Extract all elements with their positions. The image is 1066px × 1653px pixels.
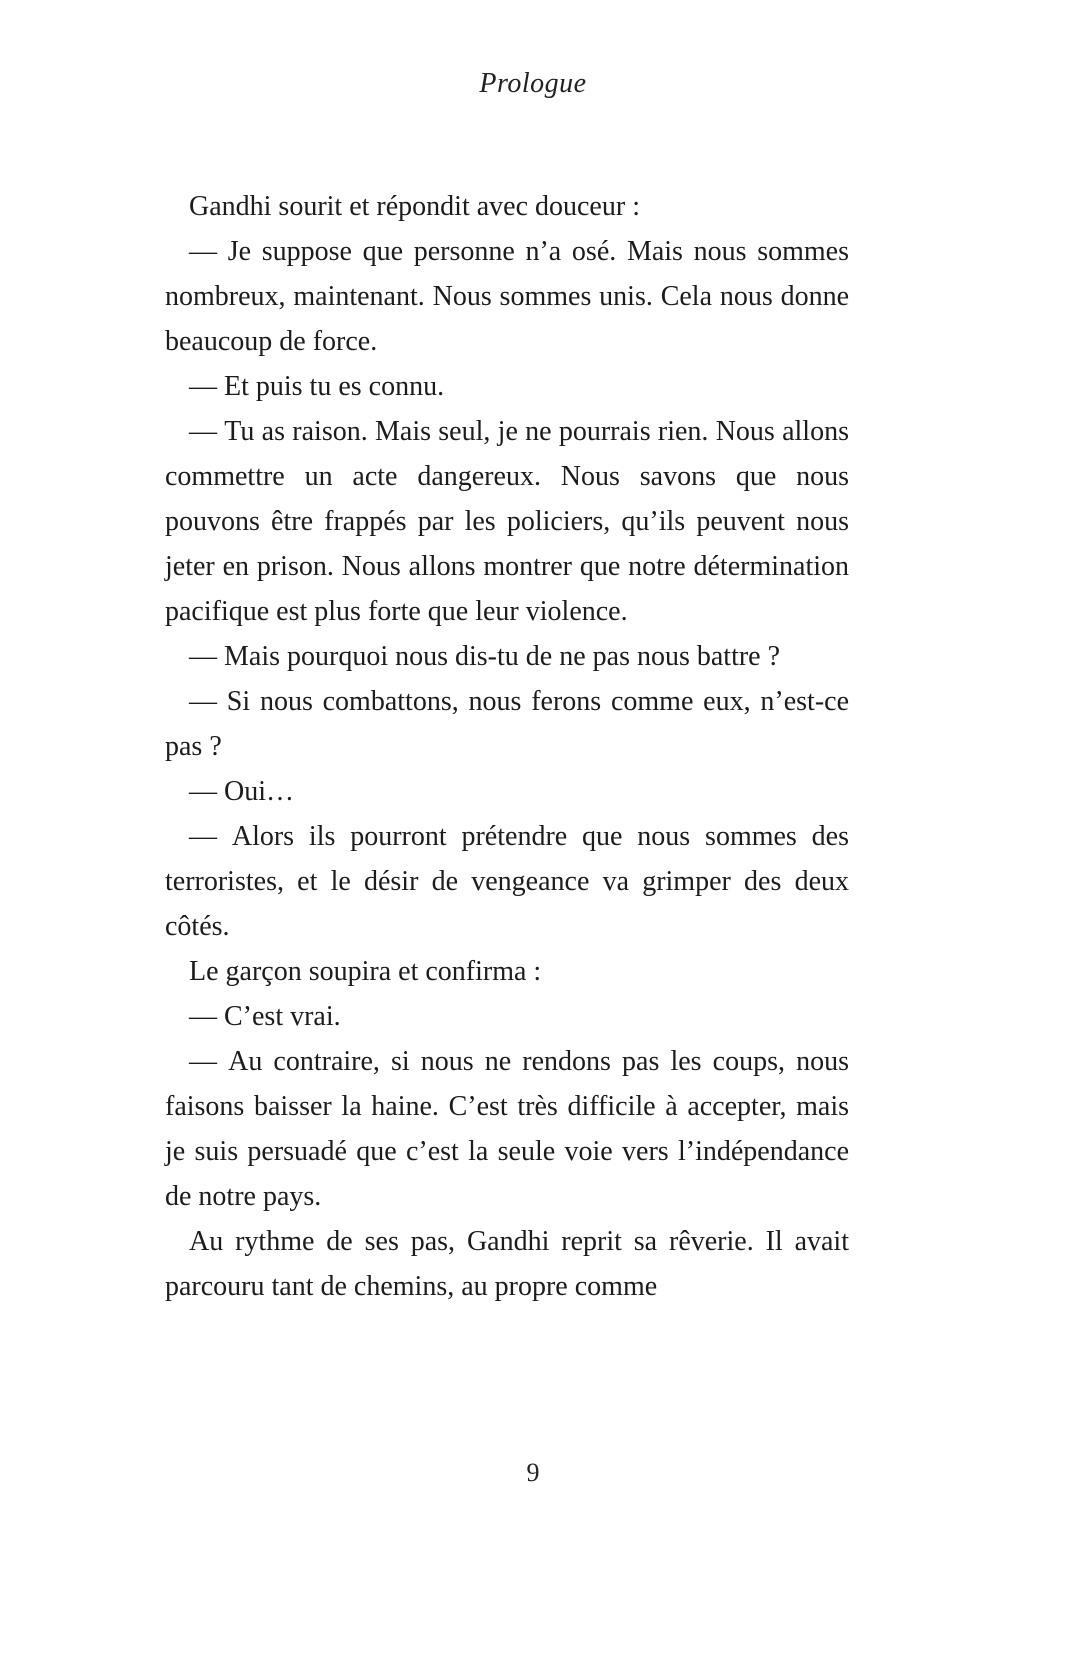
paragraph: — C’est vrai. bbox=[189, 1001, 341, 1032]
paragraph: — Au contraire, si nous ne rendons pas les coups, nous faisons baisser la haine. C’est très difficile à accepter, mais je suis persuadé que c’est la seule voie vers l’indépendance de notre pays. bbox=[165, 1046, 849, 1212]
paragraph: — Si nous combattons, nous ferons comme eux, n’est-ce pas ? bbox=[165, 686, 849, 762]
paragraph: — Alors ils pourront prétendre que nous sommes des terroristes, et le désir de vengeance va grimper des deux côtés. bbox=[165, 821, 849, 942]
paragraph: — Tu as raison. Mais seul, je ne pourrais rien. Nous allons commettre un acte dangereux. Nous savons que nous pouvons être frappés par les policiers, qu’ils peuvent nous jeter en prison. Nous allons montrer que notre détermination pacifique est plus forte que leur violence. bbox=[165, 416, 849, 627]
paragraph: Gandhi sourit et répondit avec douceur : bbox=[189, 191, 640, 222]
text-content bbox=[165, 184, 849, 1309]
paragraph: — Oui… bbox=[189, 776, 294, 807]
paragraph: — Et puis tu es connu. bbox=[189, 371, 445, 402]
paragraph: Le garçon soupira et confirma : bbox=[189, 956, 542, 987]
paragraph: — Je suppose que personne n’a osé. Mais nous sommes nombreux, maintenant. Nous sommes unis. Cela nous donne beaucoup de force. bbox=[165, 236, 849, 357]
paragraph: — Mais pourquoi nous dis-tu de ne pas nous battre ? bbox=[189, 641, 781, 672]
running-head: Prologue bbox=[479, 68, 587, 99]
page-number: 9 bbox=[526, 1458, 540, 1487]
paragraph: Au rythme de ses pas, Gandhi reprit sa rêverie. Il avait parcouru tant de chemins, au propre comme bbox=[165, 1226, 849, 1302]
